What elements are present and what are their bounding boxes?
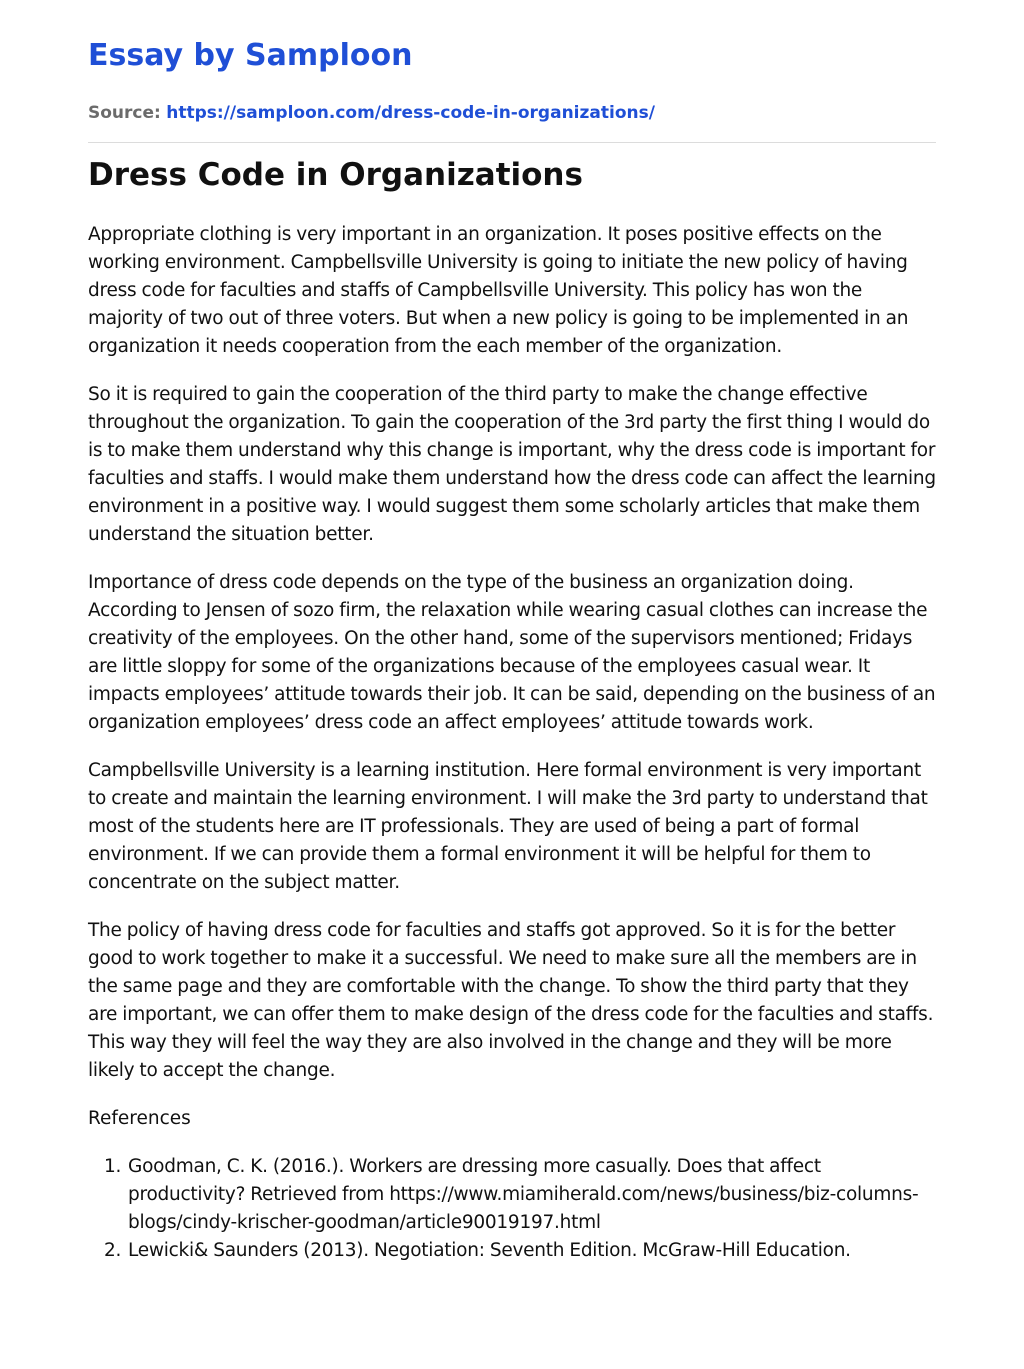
- source-line: [88, 102, 655, 124]
- article-body: [88, 221, 936, 1265]
- reference-text: Goodman, C. K. (2016.). Workers are dressing more casually. Does that affect productivity? Retrieved from https://www.miamiherald.com/news/business/biz-columns-blogs/cindy-krischer-goodman/article90019197.html: [128, 1156, 919, 1233]
- source-label: Source:: [88, 103, 161, 123]
- paragraph: Campbellsville University is a learning institution. Here formal environment is very important to create and maintain the learning environment. I will make the 3rd party to understand that most of the students here are IT professionals. They are used of being a part of formal environment. If we can provide them a formal environment it will be helpful for them to concentrate on the subject matter.: [88, 760, 928, 893]
- references-heading: References: [88, 1108, 191, 1129]
- paragraph: So it is required to gain the cooperation of the third party to make the change effective throughout the organization. To gain the cooperation of the 3rd party the first thing I would do is to make them understand why this change is important, why the dress code is important for faculties and staffs. I would make them understand how the dress code can affect the learning environment in a positive way. I would suggest them some scholarly articles that make them understand the situation better.: [88, 384, 936, 545]
- reference-number: 2.: [104, 1240, 122, 1261]
- source-link[interactable]: https://samploon.com/dress-code-in-organizations/: [166, 103, 655, 123]
- reference-item: [88, 1237, 936, 1265]
- paragraph: The policy of having dress code for faculties and staffs got approved. So it is for the better good to work together to make it a successful. We need to make sure all the members are in the same page and they are comfortable with the change. To show the third party that they are important, we can offer them to make design of the dress code for the faculties and staffs. This way they will feel the way they are also involved in the change and they will be more likely to accept the change.: [88, 920, 934, 1081]
- reference-number: 1.: [104, 1156, 122, 1177]
- article-title: Dress Code in Organizations: [88, 157, 583, 193]
- reference-text: Lewicki& Saunders (2013). Negotiation: Seventh Edition. McGraw-Hill Education.: [128, 1240, 851, 1261]
- paragraph: Importance of dress code depends on the type of the business an organization doing. According to Jensen of sozo firm, the relaxation while wearing casual clothes can increase the creativity of the employees. On the other hand, some of the supervisors mentioned; Fridays are little sloppy for some of the organizations because of the employees casual wear. It impacts employees’ attitude towards their job. It can be said, depending on the business of an organization employees’ dress code an affect employees’ attitude towards work.: [88, 572, 936, 733]
- paragraph: Appropriate clothing is very important in an organization. It poses positive effects on the working environment. Campbellsville University is going to initiate the new policy of having dress code for faculties and staffs of Campbellsville University. This policy has won the majority of two out of three voters. But when a new policy is going to be implemented in an organization it needs cooperation from the each member of the organization.: [88, 224, 909, 357]
- reference-item: [88, 1153, 936, 1237]
- references-list: [88, 1153, 936, 1265]
- header-divider: [88, 142, 936, 143]
- site-brand: Essay by Samploon: [88, 38, 413, 73]
